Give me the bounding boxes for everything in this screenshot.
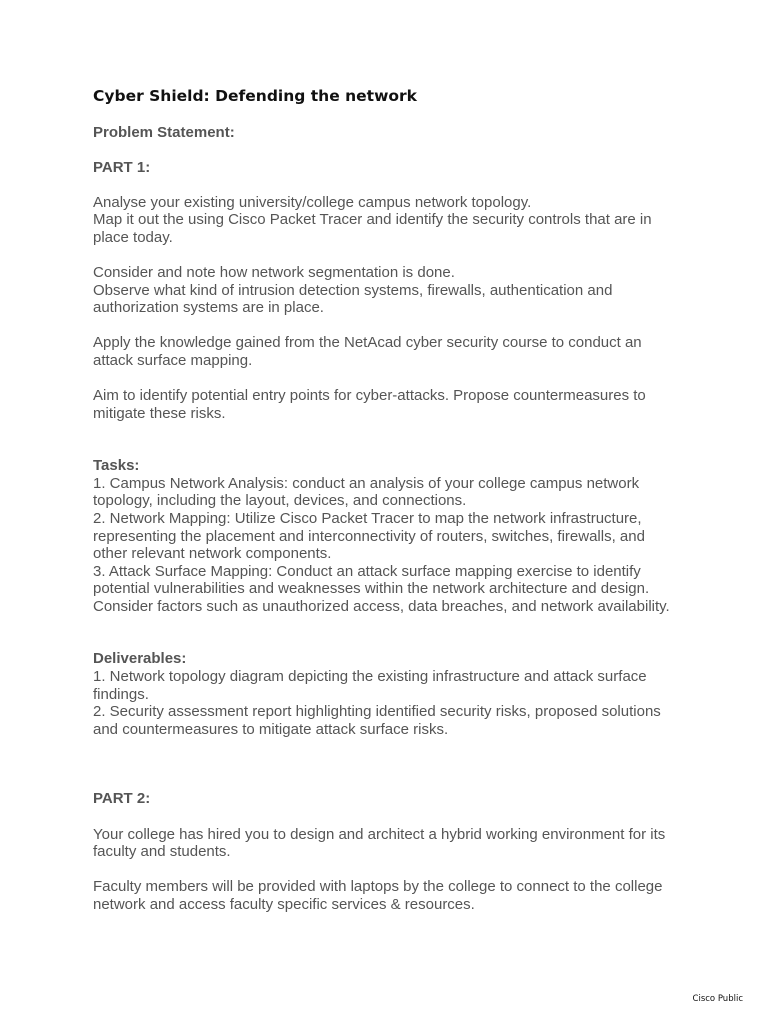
part1-paragraph: Map it out the using Cisco Packet Tracer and identify the security controls that are in place today. <box>93 211 652 246</box>
problem-statement-label: Problem Statement: <box>93 123 235 141</box>
document-body <box>93 86 683 913</box>
document-title: Cyber Shield: Defending the network <box>93 87 417 105</box>
task-item: 1. Campus Network Analysis: conduct an analysis of your college campus network topology, including the layout, devices, and connections. <box>93 474 640 510</box>
part1-heading: PART 1: <box>93 158 151 176</box>
deliverables-label: Deliverables: <box>93 650 187 668</box>
deliverable-item: 2. Security assessment report highlighting identified security risks, proposed solutions and countermeasures to mitigate attack surface risks. <box>93 703 661 738</box>
classification-footer: Cisco Public <box>692 994 743 1004</box>
tasks-label: Tasks: <box>93 457 140 475</box>
task-item: 2. Network Mapping: Utilize Cisco Packet Tracer to map the network infrastructure, representing the placement and interconnectivity of routers, switches, firewalls, and other relevant network components. <box>93 509 645 563</box>
part2-paragraph: Faculty members will be provided with laptops by the college to connect to the college network and access faculty specific services & resources. <box>93 878 663 913</box>
task-item: 3. Attack Surface Mapping: Conduct an attack surface mapping exercise to identify potential vulnerabilities and weaknesses within the network architecture and design. Consider factors such as unauthorized access, data breaches, and network availability. <box>93 562 670 615</box>
deliverable-item: 1. Network topology diagram depicting the existing infrastructure and attack surface findings. <box>93 668 647 703</box>
part1-paragraph: Aim to identify potential entry points for cyber-attacks. Propose countermeasures to mitigate these risks. <box>93 386 646 422</box>
part1-paragraph: Observe what kind of intrusion detection systems, firewalls, authentication and authorization systems are in place. <box>93 281 613 317</box>
part1-paragraph: Analyse your existing university/college campus network topology. <box>93 193 532 211</box>
part2-heading: PART 2: <box>93 790 151 808</box>
part2-paragraph: Your college has hired you to design and architect a hybrid working environment for its faculty and students. <box>93 825 666 861</box>
part1-paragraph: Consider and note how network segmentation is done. <box>93 263 455 281</box>
part1-paragraph: Apply the knowledge gained from the NetAcad cyber security course to conduct an attack surface mapping. <box>93 334 642 369</box>
